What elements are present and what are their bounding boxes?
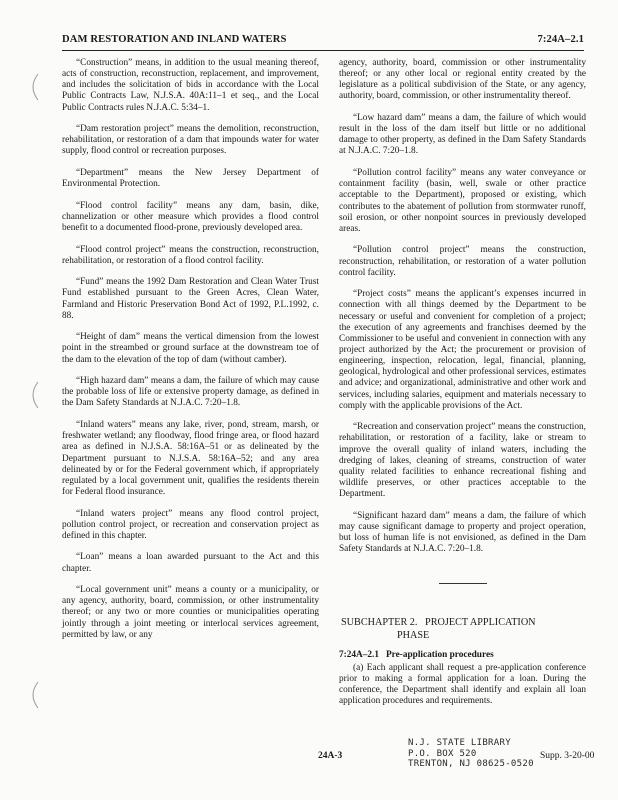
section-paragraph: (a) Each applicant shall request a pre-application conference prior to making a formal application for a loan. During the conference, the Department shall identify and explain all loan application procedures and requirements. [339, 662, 586, 707]
definition-paragraph: “Inland waters project” means any flood control project, pollution control project, or recreation and conservation project as defined in this chapter. [62, 508, 319, 541]
definition-paragraph: “Loan” means a loan awarded pursuant to the Act and this chapter. [62, 552, 319, 574]
definition-paragraph: “Pollution control facility” means any water conveyance or containment facility (basin, well, swale or other practice acceptable to the Department), proposed or existing, which contributes to the abatement of pollution from stormwater runoff, soil erosion, or other nonpoint sources in previously developed areas. [339, 168, 586, 234]
definition-paragraph: “Department” means the New Jersey Department of Environmental Protection. [62, 168, 319, 190]
definition-paragraph: “Local government unit” means a county or a municipality, or any agency, authority, board, commission, or other instrumentality thereof; or any two or more counties or municipalities operating jointly through a joint meeting or interlocal services agreement, permitted by law, or any [62, 585, 319, 640]
subchapter-heading [339, 616, 586, 642]
section-divider [439, 583, 487, 584]
stamp-line: N.J. STATE LIBRARY [408, 738, 511, 748]
library-stamp [408, 738, 534, 770]
header-title: DAM RESTORATION AND INLAND WATERS [62, 34, 287, 45]
definition-paragraph: “Inland waters” means any lake, river, pond, stream, marsh, or freshwater wetland; any floodway, flood fringe area, or flood hazard area as defined in N.J.S.A. 58:16A–51 or as delineated by the Department pursuant to N.J.S.A. 58:16A–52; and any area delineated by or for the Federal government which, if appropriately regulated by a local government unit, qualifies the residents therein for Federal flood insurance. [62, 420, 319, 497]
running-header [62, 32, 584, 51]
definition-paragraph: “Project costs” means the applicant’s expenses incurred in connection with all things deemed by the Department to be necessary or useful and convenient for completion of a project; the execution of any agreements and franchises deemed by the Commissioner to be useful and convenient in connection with any project authorized by the Act; the procurement or provision of engineering, inspection, relocation, legal, financial, planning, geological, hydrological and other professional services, estimates and advice; and organizational, administrative and other work and services, including salaries, equipment and materials necessary to comply with the applicable provisions of the Act. [339, 289, 586, 411]
definition-paragraph: “Flood control project” means the construction, reconstruction, rehabilitation, or restoration of a flood control facility. [62, 244, 319, 266]
right-column [339, 58, 586, 718]
definition-paragraph: agency, authority, board, commission or other instrumentality thereof; or any other local or regional entity created by the legislature as a political subdivision of the State, or any agency, authority, board, commission, or other instrumentality thereof. [339, 58, 586, 102]
definition-paragraph: “Dam restoration project” means the demolition, reconstruction, rehabilitation, or restoration of a dam that impounds water for water supply, flood control or recreation purposes. [62, 124, 319, 157]
definition-paragraph: “Fund” means the 1992 Dam Restoration and Clean Water Trust Fund established pursuant to the Green Acres, Clean Water, Farmland and Historic Preservation Bond Act of 1992, P.L.1992, c. 88. [62, 277, 319, 321]
stamp-line: TRENTON, NJ 08625-0520 [408, 759, 534, 769]
definition-paragraph: “Recreation and conservation project” means the construction, rehabilitation, or restoration of a facility, lake or stream to improve the overall quality of inland waters, including the dredging of lakes, cleaning of streams, construction of water quality related facilities to enhance recreational fishing and wildlife preserves, or other practices acceptable to the Department. [339, 422, 586, 500]
subchapter-heading-line2: PHASE [397, 630, 430, 642]
subchapter-heading-line1: SUBCHAPTER 2. PROJECT APPLICATION [341, 617, 536, 629]
binder-hole-mark [26, 72, 42, 102]
supplement-date: Supp. 3-20-00 [540, 751, 595, 761]
left-column [62, 58, 319, 651]
binder-hole-mark [26, 380, 42, 410]
header-section-number: 7:24A–2.1 [537, 34, 584, 45]
binder-hole-mark [26, 680, 42, 710]
definition-paragraph: “Flood control facility” means any dam, basin, dike, channelization or other measure which provides a flood control benefit to a documented flood-prone, previously developed area. [62, 200, 319, 234]
page-number: 24A-3 [318, 751, 343, 761]
section-title: 7:24A–2.1 Pre-application procedures [339, 650, 494, 661]
definition-paragraph: “Significant hazard dam” means a dam, the failure of which may cause significant damage to property and project operation, but loss of human life is not envisioned, as defined in the Dam Safety Standards at N.J.A.C. 7:20–1.8. [339, 510, 586, 555]
definition-paragraph: “Pollution control project” means the construction, reconstruction, rehabilitation, or restoration of a water pollution control facility. [339, 245, 586, 278]
definition-paragraph: “High hazard dam” means a dam, the failure of which may cause the probable loss of life or extensive property damage, as defined in the Dam Safety Standards at N.J.A.C. 7:20–1.8. [62, 376, 319, 409]
definition-paragraph: “Low hazard dam” means a dam, the failure of which would result in the loss of the dam itself but little or no additional damage to other property, as defined in the Dam Safety Standards at N.J.A.C. 7:20–1.8. [339, 113, 586, 157]
definition-paragraph: “Height of dam” means the vertical dimension from the lowest point in the streambed or ground surface at the downstream toe of the dam to the elevation of the top of dam (without camber). [62, 332, 319, 365]
stamp-line: P.O. BOX 520 [408, 748, 477, 759]
definition-paragraph: “Construction” means, in addition to the usual meaning thereof, acts of construction, reconstruction, replacement, and improvement, and includes the solicitation of bids in accordance with the Local Public Contracts Law, N.J.S.A. 40A:11–1 et seq., and the Local Public Contracts rules N.J.A.C. 5:34–1. [62, 58, 319, 113]
